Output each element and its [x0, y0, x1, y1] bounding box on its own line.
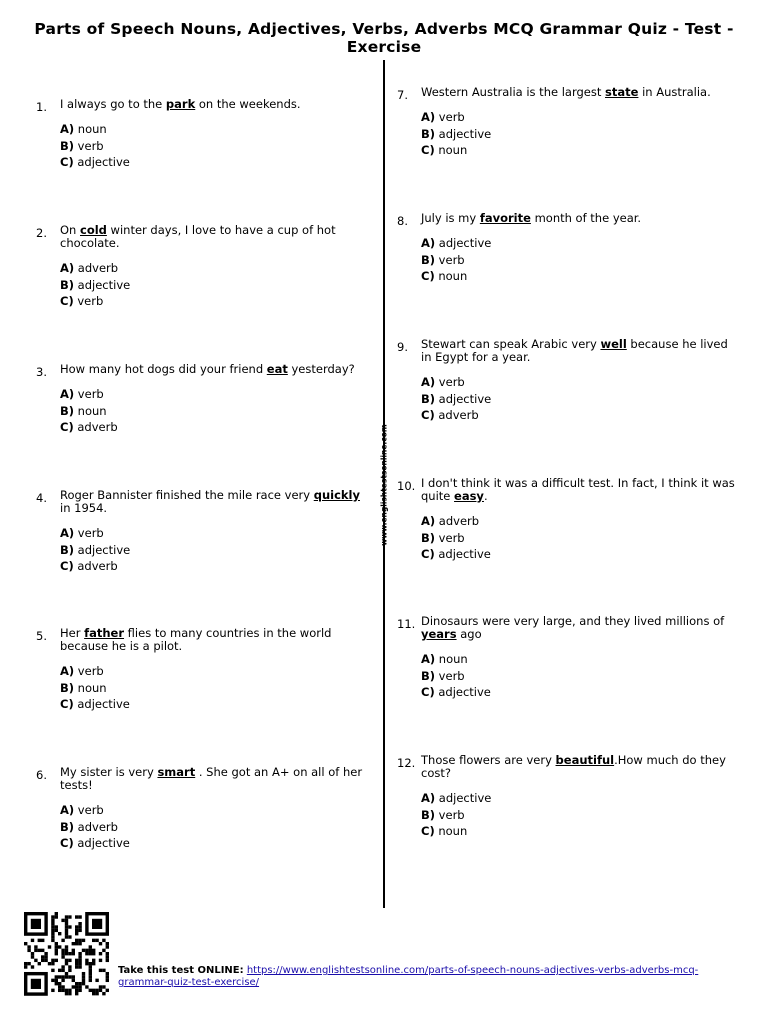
question-number: 2. — [36, 226, 47, 240]
option-letter: B) — [60, 138, 75, 153]
option-letter: A) — [60, 387, 75, 401]
answer-option[interactable] — [421, 792, 741, 805]
question-text — [421, 615, 741, 641]
option-letter: B) — [60, 819, 75, 834]
option-letter: B) — [421, 126, 436, 141]
option-letter: C) — [60, 420, 74, 434]
question-body — [421, 754, 741, 842]
option-letter: C) — [421, 824, 435, 838]
target-word: favorite — [479, 211, 531, 225]
question-number: 4. — [36, 491, 47, 505]
option-letter: A) — [421, 110, 436, 124]
option-text: noun — [434, 269, 468, 283]
option-text: verb — [74, 138, 104, 153]
answer-option[interactable] — [60, 388, 365, 401]
sidebar-website-url: www.englishtestsonline.com — [379, 424, 389, 546]
answer-option[interactable] — [60, 123, 365, 136]
option-letter: B) — [60, 542, 75, 557]
question-text-before: On — [60, 223, 80, 237]
option-letter: B) — [421, 252, 436, 267]
question-text — [60, 224, 365, 250]
question-text-before: Western Australia is the largest — [421, 85, 606, 99]
option-text: adjective — [74, 542, 131, 557]
target-word: beautiful — [555, 753, 615, 767]
answer-option[interactable] — [60, 405, 365, 418]
question-body — [421, 615, 741, 703]
answer-option[interactable] — [421, 144, 741, 157]
question-text — [60, 627, 365, 653]
question-text-before: July is my — [421, 211, 480, 225]
answer-option[interactable] — [60, 279, 365, 292]
question-number: 1. — [36, 100, 47, 114]
option-text: adverb — [73, 420, 118, 434]
option-letter: A) — [421, 514, 436, 528]
option-letter: B) — [421, 668, 436, 683]
target-word: cold — [80, 223, 107, 237]
answer-option[interactable] — [421, 548, 741, 561]
option-text: adjective — [435, 236, 492, 250]
answer-option[interactable] — [60, 295, 365, 308]
question-text-after: in Australia. — [638, 85, 711, 99]
option-text: verb — [73, 294, 104, 308]
question-text-before: Roger Bannister finished the mile race very — [60, 488, 314, 502]
question-text-before: I always go to the — [60, 97, 166, 111]
question-body — [60, 489, 365, 577]
target-word: park — [165, 97, 196, 111]
option-text: adverb — [435, 514, 480, 528]
target-word: father — [84, 626, 125, 640]
option-text: verb — [74, 664, 104, 678]
option-text: verb — [435, 252, 465, 267]
question-text — [421, 477, 741, 503]
answer-option[interactable] — [60, 140, 365, 153]
answer-option[interactable] — [421, 686, 741, 699]
answer-option[interactable] — [60, 421, 365, 434]
question-text-before: Her — [60, 626, 85, 640]
question-body — [421, 338, 741, 426]
question-text-after: .How much do they cost? — [421, 753, 726, 780]
question-body — [60, 224, 365, 312]
question-text — [421, 338, 741, 364]
option-text: noun — [435, 652, 468, 666]
option-text: adjective — [73, 836, 130, 850]
option-letter: B) — [421, 530, 436, 545]
question-text — [421, 754, 741, 780]
answer-option[interactable] — [60, 837, 365, 850]
answer-option[interactable] — [421, 237, 741, 250]
answer-option[interactable] — [421, 409, 741, 422]
option-text: noun — [74, 122, 107, 136]
question-text-after: on the weekends. — [195, 97, 301, 111]
question-text-after: month of the year. — [530, 211, 642, 225]
option-letter: A) — [60, 803, 75, 817]
option-text: adjective — [73, 697, 130, 711]
target-word: quickly — [313, 488, 360, 502]
option-text: adverb — [73, 559, 118, 573]
question-text — [60, 766, 365, 792]
question-text — [60, 98, 365, 111]
answer-option[interactable] — [421, 515, 741, 528]
answer-option[interactable] — [421, 254, 741, 267]
question-number: 10. — [397, 479, 416, 493]
option-text: adverb — [74, 261, 119, 275]
target-word: smart — [157, 765, 196, 779]
question-text-after: winter days, I love to have a cup of hot chocolate. — [60, 223, 336, 250]
question-body — [421, 86, 741, 161]
question-text-before: Dinosaurs were very large, and they lived millions of — [421, 614, 725, 628]
answer-option[interactable] — [421, 270, 741, 283]
option-text: verb — [74, 803, 104, 817]
question-text-after: . — [483, 489, 488, 503]
option-letter: C) — [421, 143, 435, 157]
option-letter: B) — [60, 277, 75, 292]
page-title: Parts of Speech Nouns, Adjectives, Verbs, Adverbs MCQ Grammar Quiz - Test - Exercise — [34, 20, 734, 56]
question-text-after: flies to many countries in the world because he is a pilot. — [60, 626, 332, 653]
option-letter: A) — [60, 261, 75, 275]
answer-option[interactable] — [421, 128, 741, 141]
option-text: adverb — [74, 819, 118, 834]
option-text: adjective — [73, 155, 130, 169]
answer-option[interactable] — [60, 821, 365, 834]
option-letter: C) — [421, 547, 435, 561]
option-text: noun — [434, 143, 468, 157]
answer-option[interactable] — [60, 804, 365, 817]
option-letter: B) — [421, 391, 436, 406]
qr-code-icon — [24, 912, 114, 998]
answer-option[interactable] — [421, 532, 741, 545]
question-number: 8. — [397, 214, 408, 228]
footer-link[interactable]: https://www.englishtestsonline.com/parts-of-speech-nouns-adjectives-verbs-adverbs-mcq-grammar-quiz-test-exercise/ — [118, 965, 699, 988]
answer-option[interactable] — [421, 653, 741, 666]
answer-option[interactable] — [60, 527, 365, 540]
option-letter: B) — [60, 403, 75, 418]
option-letter: A) — [421, 375, 436, 389]
question-text-before: Those flowers are very — [421, 753, 556, 767]
question-text-after: . She got an A+ on all of her tests! — [60, 765, 363, 792]
answer-option[interactable] — [421, 809, 741, 822]
answer-option[interactable] — [421, 393, 741, 406]
question-text-after: yesterday? — [287, 362, 355, 376]
target-word: easy — [454, 489, 484, 503]
question-text — [421, 212, 741, 225]
question-body — [421, 212, 741, 287]
option-text: adjective — [435, 391, 492, 406]
question-text-after: because he lived in Egypt for a year. — [421, 337, 728, 364]
question-number: 6. — [36, 768, 47, 782]
option-text: noun — [74, 680, 107, 695]
answer-option[interactable] — [60, 682, 365, 695]
answer-option[interactable] — [421, 111, 741, 124]
question-body — [421, 477, 741, 565]
target-word: state — [605, 85, 639, 99]
option-text: verb — [435, 110, 465, 124]
question-text-before: How many hot dogs did your friend — [60, 362, 267, 376]
option-letter: A) — [421, 652, 436, 666]
footer — [118, 965, 718, 989]
option-letter: C) — [60, 155, 74, 169]
option-letter: B) — [60, 680, 75, 695]
option-letter: C) — [60, 697, 74, 711]
answer-option[interactable] — [60, 262, 365, 275]
option-text: adjective — [435, 126, 492, 141]
option-text: verb — [435, 530, 465, 545]
answer-option[interactable] — [60, 560, 365, 573]
option-letter: C) — [60, 294, 74, 308]
target-word: eat — [266, 362, 288, 376]
option-text: noun — [434, 824, 468, 838]
question-number: 12. — [397, 756, 416, 770]
target-word: years — [421, 627, 457, 641]
question-body — [60, 363, 365, 438]
answer-option[interactable] — [60, 698, 365, 711]
option-letter: C) — [421, 408, 435, 422]
option-letter: A) — [60, 664, 75, 678]
option-letter: A) — [60, 526, 75, 540]
question-number: 5. — [36, 629, 47, 643]
question-text — [421, 86, 741, 99]
question-text-after: ago — [456, 627, 482, 641]
option-text: adjective — [435, 791, 492, 805]
option-letter: B) — [421, 807, 436, 822]
question-text-after: in 1954. — [60, 501, 108, 515]
question-body — [60, 627, 365, 715]
answer-option[interactable] — [421, 670, 741, 683]
option-letter: C) — [60, 559, 74, 573]
answer-option[interactable] — [60, 665, 365, 678]
option-text: verb — [435, 668, 465, 683]
question-number: 11. — [397, 617, 416, 631]
question-body — [60, 766, 365, 854]
option-letter: A) — [60, 122, 75, 136]
question-text-before: Stewart can speak Arabic very — [421, 337, 601, 351]
question-text-before: I don't think it was a difficult test. In fact, I think it was quite — [421, 476, 735, 503]
option-text: verb — [435, 807, 465, 822]
question-number: 9. — [397, 340, 408, 354]
option-text: verb — [74, 387, 104, 401]
answer-option[interactable] — [421, 376, 741, 389]
option-text: verb — [74, 526, 104, 540]
option-text: adjective — [434, 685, 491, 699]
question-text — [60, 489, 365, 515]
target-word: well — [600, 337, 627, 351]
option-letter: C) — [421, 269, 435, 283]
option-letter: A) — [421, 791, 436, 805]
answer-option[interactable] — [60, 544, 365, 557]
option-text: verb — [435, 375, 465, 389]
question-text-before: My sister is very — [60, 765, 158, 779]
option-text: adverb — [434, 408, 479, 422]
option-letter: A) — [421, 236, 436, 250]
question-number: 3. — [36, 365, 47, 379]
option-letter: C) — [421, 685, 435, 699]
question-text — [60, 363, 365, 376]
option-text: adjective — [434, 547, 491, 561]
option-letter: C) — [60, 836, 74, 850]
option-text: adjective — [74, 277, 131, 292]
answer-option[interactable] — [421, 825, 741, 838]
option-text: noun — [74, 403, 107, 418]
footer-label: Take this test ONLINE: — [118, 965, 244, 976]
question-body — [60, 98, 365, 173]
answer-option[interactable] — [60, 156, 365, 169]
question-number: 7. — [397, 88, 408, 102]
